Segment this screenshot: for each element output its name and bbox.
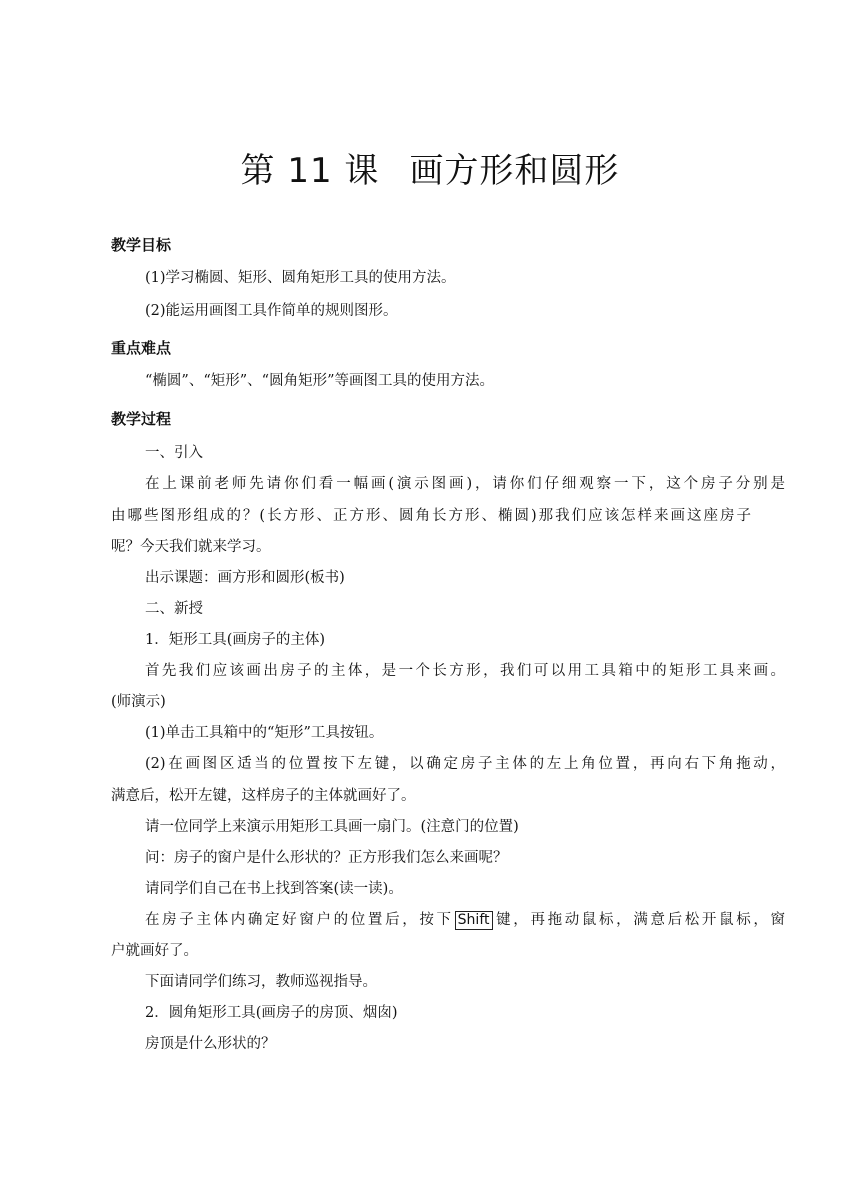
objective-2: (2)能运用画图工具作简单的规则图形。	[145, 303, 398, 319]
new-title: 二、新授	[145, 601, 203, 617]
step1-paragraph-line-2: (师演示)	[111, 694, 166, 710]
step1-item-f-text-before: 在房子主体内确定好窗户的位置后，按下	[145, 912, 454, 928]
keypoints-heading: 重点难点	[111, 339, 172, 357]
lesson-number: 第 11 课	[240, 151, 380, 191]
step2-title: 2．圆角矩形工具(画房子的房顶、烟囱)	[145, 1005, 398, 1021]
objectives-heading: 教学目标	[111, 236, 172, 254]
page-title	[0, 143, 860, 192]
step1-item-d: 问：房子的窗户是什么形状的？正方形我们怎么来画呢？	[145, 850, 508, 866]
keypoints-text: “椭圆”、“矩形”、“圆角矩形”等画图工具的使用方法。	[145, 373, 494, 389]
step1-item-f-line-1	[111, 910, 785, 930]
step1-item-f-text-after: 键，再拖动鼠标，满意后松开鼠标，窗	[493, 912, 786, 928]
step1-item-c: 请一位同学上来演示用矩形工具画一扇门。(注意门的位置)	[145, 819, 519, 835]
intro-title: 一、引入	[145, 445, 203, 461]
step1-paragraph-line-1: 首先我们应该画出房子的主体，是一个长方形，我们可以用工具箱中的矩形工具来画。	[145, 663, 785, 679]
lesson-topic: 画方形和圆形	[409, 151, 620, 191]
step2-question: 房顶是什么形状的？	[145, 1036, 276, 1052]
step1-title: 1．矩形工具(画房子的主体)	[145, 632, 326, 648]
step1-item-g: 下面请同学们练习，教师巡视指导。	[145, 974, 377, 990]
step1-item-a: (1)单击工具箱中的“矩形”工具按钮。	[145, 725, 384, 741]
step1-item-b-line-2: 满意后，松开左键，这样房子的主体就画好了。	[111, 788, 416, 804]
intro-paragraph-line-1: 在上课前老师先请你们看一幅画(演示图画)，请你们仔细观察一下，这个房子分别是	[145, 476, 785, 492]
step1-item-f-line-2: 户就画好了。	[111, 943, 198, 959]
intro-paragraph-line-2: 由哪些图形组成的？(长方形、正方形、圆角长方形、椭圆)那我们应该怎样来画这座房子	[111, 508, 751, 524]
step1-item-e: 请同学们自己在书上找到答案(读一读)。	[145, 881, 403, 897]
objective-1: (1)学习椭圆、矩形、圆角矩形工具的使用方法。	[145, 270, 456, 286]
topic-line: 出示课题：画方形和圆形(板书)	[145, 570, 345, 586]
shift-key-label: Shift	[455, 911, 493, 930]
step1-item-b-line-1: (2)在画图区适当的位置按下左键，以确定房子主体的左上角位置，再向右下角拖动，	[145, 756, 785, 772]
intro-paragraph-line-3: 呢？今天我们就来学习。	[111, 539, 271, 555]
process-heading: 教学过程	[111, 410, 172, 428]
